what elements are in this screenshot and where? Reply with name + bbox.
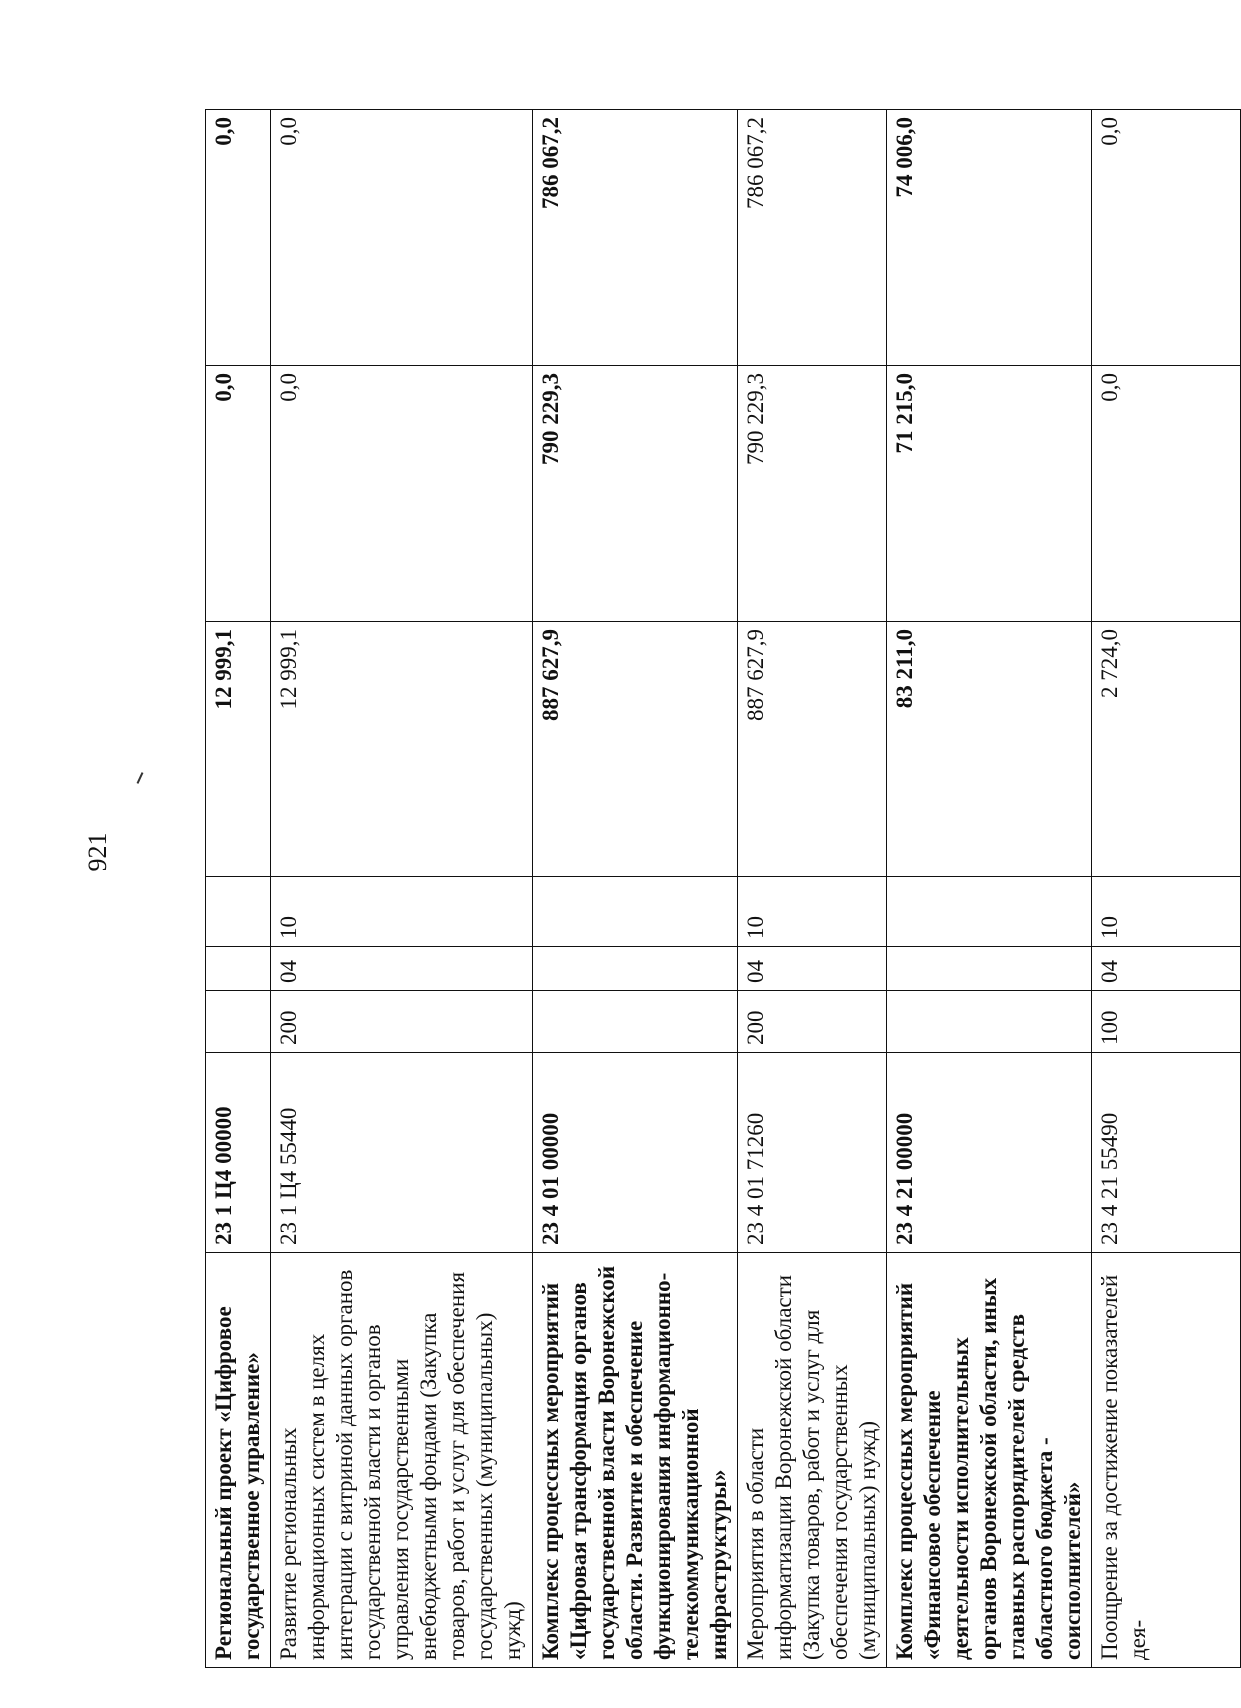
row-vr: 100 <box>1092 991 1241 1053</box>
row-code: 23 4 01 71260 <box>737 1053 886 1253</box>
budget-table <box>205 109 1241 1668</box>
row-vr <box>887 991 1092 1053</box>
row-year1: 12 999,1 <box>271 622 532 877</box>
row-pr: 10 <box>737 877 886 947</box>
table-row <box>206 110 271 1668</box>
row-rz: 04 <box>271 947 532 991</box>
row-pr: 10 <box>1092 877 1241 947</box>
row-code: 23 1 Ц4 55440 <box>271 1053 532 1253</box>
row-year2: 0,0 <box>271 366 532 622</box>
row-year3: 0,0 <box>271 110 532 366</box>
row-year3: 74 006,0 <box>887 110 1092 366</box>
row-code: 23 4 21 00000 <box>887 1053 1092 1253</box>
row-year1: 12 999,1 <box>206 622 271 877</box>
table-row <box>887 110 1092 1668</box>
table-row <box>1092 110 1241 1668</box>
row-vr: 200 <box>737 991 886 1053</box>
row-name: Поощрение за достижение показателей дея- <box>1092 1253 1241 1668</box>
row-name: Мероприятия в области информатизации Воронежской области (Закупка товаров, работ и услуг для обеспечения государственных (муниципальных) нужд) <box>737 1253 886 1668</box>
table-row <box>532 110 737 1668</box>
row-year1: 83 211,0 <box>887 622 1092 877</box>
row-year1: 887 627,9 <box>737 622 886 877</box>
row-year3: 786 067,2 <box>737 110 886 366</box>
rotated-table-frame <box>205 110 1151 1668</box>
row-pr <box>206 877 271 947</box>
row-year2: 790 229,3 <box>737 366 886 622</box>
page-number: 921 <box>83 832 112 872</box>
row-name: Комплекс процессных мероприятий «Финансовое обеспечение деятельности исполнительных органов Воронежской области, иных главных распорядителей средств областного бюджета - соисполнителей» <box>887 1253 1092 1668</box>
row-rz <box>206 947 271 991</box>
row-name: Развитие региональных информационных систем в целях интеграции с витриной данных органов государственной власти и органов управления государственными внебюджетными фондами (Закупка товаров, работ и услуг для обеспечения государственных (муниципальных) нужд) <box>271 1253 532 1668</box>
row-code: 23 4 01 00000 <box>532 1053 737 1253</box>
row-year3: 0,0 <box>1092 110 1241 366</box>
row-vr <box>532 991 737 1053</box>
row-name: Региональный проект «Цифровое государственное управление» <box>206 1253 271 1668</box>
row-code: 23 4 21 55490 <box>1092 1053 1241 1253</box>
row-year2: 0,0 <box>1092 366 1241 622</box>
row-year3: 786 067,2 <box>532 110 737 366</box>
row-pr: 10 <box>271 877 532 947</box>
row-year2: 790 229,3 <box>532 366 737 622</box>
row-rz: 04 <box>1092 947 1241 991</box>
row-vr <box>206 991 271 1053</box>
table-row <box>737 110 886 1668</box>
row-year1: 887 627,9 <box>532 622 737 877</box>
row-vr: 200 <box>271 991 532 1053</box>
row-pr <box>532 877 737 947</box>
row-year3: 0,0 <box>206 110 271 366</box>
row-rz: 04 <box>737 947 886 991</box>
row-year2: 0,0 <box>206 366 271 622</box>
row-name: Комплекс процессных мероприятий «Цифровая трансформация органов государственной власти Воронежской области. Развитие и обеспечение функционирования информационно-телекоммуникационной инфраструктуры» <box>532 1253 737 1668</box>
row-rz <box>887 947 1092 991</box>
row-year1: 2 724,0 <box>1092 622 1241 877</box>
row-code: 23 1 Ц4 00000 <box>206 1053 271 1253</box>
row-year2: 71 215,0 <box>887 366 1092 622</box>
row-rz <box>532 947 737 991</box>
stray-mark <box>137 772 144 784</box>
row-pr <box>887 877 1092 947</box>
table-row <box>271 110 532 1668</box>
